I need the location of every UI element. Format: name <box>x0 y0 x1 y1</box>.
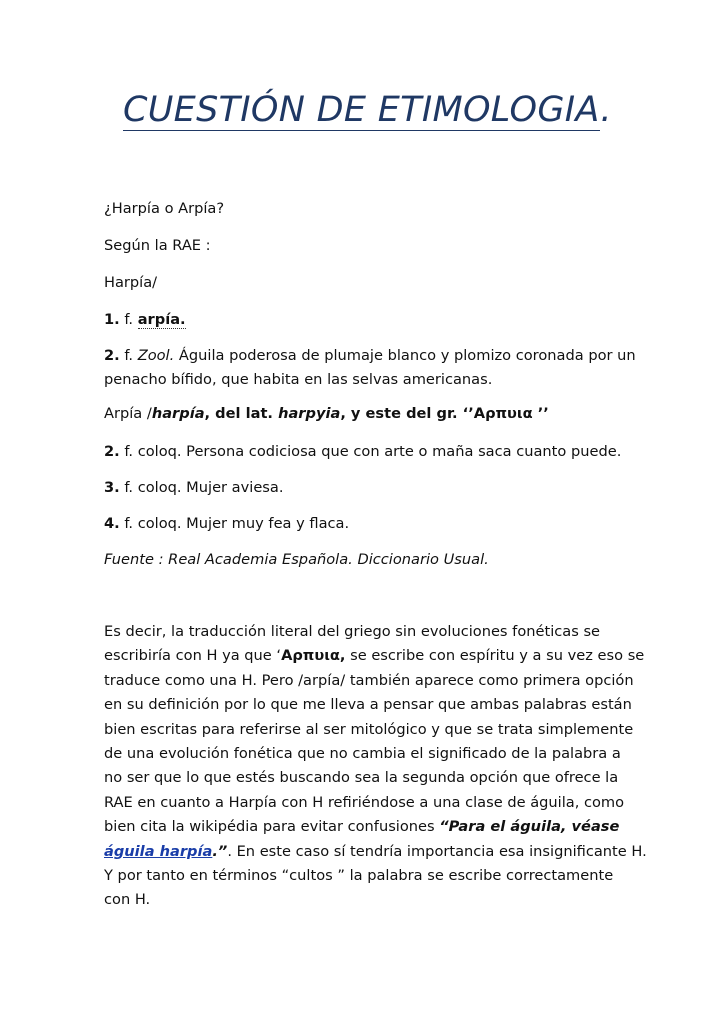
explanation-line-10-c: . En este caso sí tendría importancia esa insignificante H. <box>227 842 647 860</box>
explanation-line-12: con H. <box>104 891 151 909</box>
entry-2-line-2: penacho bífido, que habita en las selvas americanas. <box>104 371 493 389</box>
sense-3-number: 3. <box>104 479 120 496</box>
entry-2-number: 2. <box>104 347 120 364</box>
explanation-line-2-c: se escribe con espíritu y a su vez eso se <box>345 647 645 665</box>
entry-1 <box>104 310 624 330</box>
entry-2-field: Zool. <box>137 347 175 364</box>
explanation-line-4: en su definición por lo que me lleva a pensar que ambas palabras están <box>104 696 632 714</box>
sense-3-text: f. coloq. Mujer aviesa. <box>119 479 284 496</box>
citation-text: Fuente : Real Academia Española. Diccionario Usual. <box>104 551 489 568</box>
headword-harpia: Harpía/ <box>104 274 158 291</box>
aguila-harpia-link[interactable]: águila harpía <box>104 842 213 860</box>
question-line: ¿Harpía o Arpía? <box>104 200 225 217</box>
sense-2-text: f. coloq. Persona codiciosa que con arte o maña saca cuanto puede. <box>119 443 622 460</box>
explanation-line-9-a: bien cita la wikipédia para evitar confusiones <box>104 818 440 836</box>
entry-1-reference: arpía. <box>137 311 186 328</box>
arpia-greek: , y este del gr. ‘’Αρπυια ’’ <box>340 405 549 422</box>
sense-4-text: f. coloq. Mujer muy fea y flaca. <box>119 515 350 532</box>
sense-2 <box>104 442 624 462</box>
entry-2 <box>104 344 636 393</box>
quote-close: .” <box>212 842 228 860</box>
arpia-latin: harpyia <box>278 405 341 422</box>
explanation-line-2-a: escribiría con H ya que ‘ <box>104 647 282 665</box>
page-title <box>123 86 612 134</box>
entry-2-line-1 <box>104 344 636 368</box>
explanation-line-1: Es decir, la traducción literal del griego sin evoluciones fonéticas se <box>104 623 601 640</box>
wikipedia-quote: “Para el águila, véase <box>439 818 620 836</box>
explanation-line-3: traduce como una H. Pero /arpía/ también aparece como primera opción <box>104 671 634 689</box>
explanation-line-8: RAE en cuanto a Harpía con H refiriéndose a una clase de águila, como <box>104 793 625 811</box>
sense-3 <box>104 478 624 498</box>
entry-2-category: f. <box>119 347 138 364</box>
explanation-line-7: no ser que lo que estés buscando sea la segunda opción que ofrece la <box>104 769 619 787</box>
sense-2-number: 2. <box>104 443 120 460</box>
explanation-line-10 <box>104 840 647 864</box>
sense-4 <box>104 514 624 534</box>
title-period: . <box>600 90 612 130</box>
explanation-line-6: de una evolución fonética que no cambia el significado de la palabra a <box>104 745 621 763</box>
arpia-etymology <box>104 404 624 424</box>
explanation-line-9 <box>104 815 624 839</box>
explanation-line-2 <box>104 644 645 668</box>
source-citation <box>104 550 624 570</box>
arpia-mid: , del lat. <box>204 405 279 422</box>
explanation-line-11: Y por tanto en términos “cultos ” la palabra se escribe correctamente <box>104 867 614 885</box>
arpia-head: Arpía / <box>104 405 152 422</box>
arpia-word: harpía <box>151 405 205 422</box>
title-text: CUESTIÓN DE ETIMOLOGIA <box>123 90 601 130</box>
entry-1-number: 1. <box>104 311 120 328</box>
source-intro: Según la RAE : <box>104 237 211 254</box>
sense-4-number: 4. <box>104 515 120 532</box>
entry-2-text-a: Águila poderosa de plumaje blanco y plomizo coronada por un <box>174 347 636 364</box>
explanation-paragraph <box>104 620 647 913</box>
entry-1-category: f. <box>119 311 138 328</box>
explanation-line-5: bien escritas para referirse al ser mitológico y que se trata simplemente <box>104 720 634 738</box>
greek-word: Αρπυια, <box>281 647 346 665</box>
